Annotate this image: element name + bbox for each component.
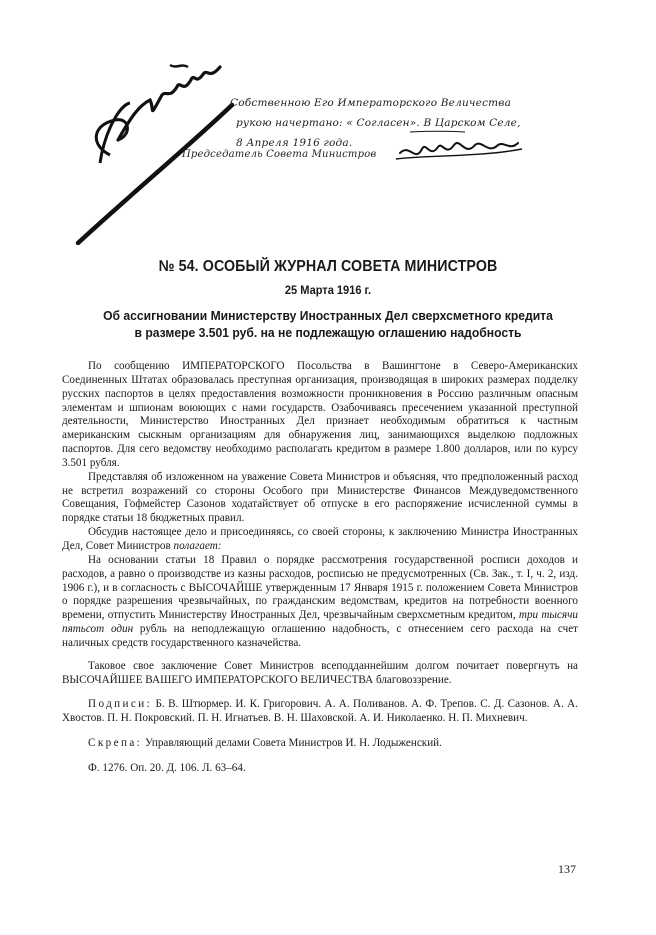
- page-number: 137: [558, 862, 576, 876]
- paragraph-2: Представляя об изложенном на уважение Совета Министров и объясняя, что предположенный расход не встретил возражений со стороны Особого при Министерстве Финансов Междуведомственного Совещания, Гофмейстер Сазонов ходатайствует об отпуске в его распоряжение исчисленной суммы в порядке статьи 18 бюджетных правил.: [62, 470, 578, 525]
- paragraph-3-emphasis: полагает:: [173, 539, 222, 552]
- document-title: № 54. ОСОБЫЙ ЖУРНАЛ СОВЕТА МИНИСТРОВ: [158, 258, 498, 275]
- resolution-line-2: рукою начертано: « Согласен». В Царском Селе,: [236, 117, 521, 129]
- document-body: [62, 360, 578, 776]
- archive-reference: Ф. 1276. Оп. 20. Д. 106. Л. 63–64.: [88, 761, 246, 774]
- resolution-line-3: 8 Апреля 1916 года.: [236, 137, 353, 149]
- paragraph-4-emphasis: три тысячи пятьсот один: [62, 609, 578, 636]
- paragraph-3: [62, 526, 578, 554]
- attestation: [62, 737, 578, 751]
- subtitle-line-1: Об ассигновании Министерству Иностранных Дел сверхсметного кредита: [103, 308, 553, 323]
- signatures-names: Б. В. Штюрмер. И. К. Григорович. А. А. Поливанов. А. Ф. Трепов. С. Д. Сазонов. А. А. Хвостов. П. Н. Покровский. П. Н. Игнатьев. В. Н. Шаховской. А. И. Николаенко. Н. П. Михневич.: [62, 698, 578, 725]
- document-date: 25 Марта 1916 г.: [284, 283, 372, 297]
- signatures-label: Подписи:: [88, 698, 153, 711]
- resolution-line-4: Председатель Совета Министров: [182, 149, 377, 160]
- paragraph-4: [62, 554, 578, 651]
- paragraph-5: Таковое свое заключение Совет Министров всеподданнейшим долгом почитает повергнуть на ВЫСОЧАЙШЕЕ ВАШЕГО ИМПЕРАТОРСКОГО ВЕЛИЧЕСТВА благовоззрение.: [62, 659, 578, 686]
- paragraph-4-text-b: рубль на неподлежащую оглашению надобность, с отнесением сего расхода на счет наличных средств государственного казначейства.: [62, 623, 579, 649]
- resolution-line-1: Собственною Его Императорского Величества: [230, 97, 512, 109]
- signatures: [62, 698, 578, 726]
- paragraph-1: По сообщению ИМПЕРАТОРСКОГО Посольства в Вашингтоне в Северо-Американских Соединенных Штатах образовалась преступная организация, производящая в широких размерах подделку русских паспортов в целях предоставления возможности проникновения в Россию различным опасным элементам и шпионам воюющих с нами государств. Озабочиваясь пресечением указанной преступной деятельности, Министерство Иностранных Дел признает необходимым обратиться к частным американским сыскным организациям для обнаружения лиц, занимающихся выделкою подложных паспортов. Для сего ведомству необходимо располагать кредитом в размере 1.800 долларов, или по курсу 3.501 рубля.: [62, 360, 578, 469]
- subtitle-line-2: в размере 3.501 руб. на не подлежащую оглашению надобность: [134, 325, 522, 340]
- paragraph-4-text-a: На основании статьи 18 Правил о порядке рассмотрения государственной росписи доходов и расходов, а равно о производстве из казны расходов, росписью не предусмотренных (Св. Зак., т. I, ч. 2, изд. 1906 г.), и в согласность с ВЫСОЧАЙШЕ утвержденным 17 Января 1915 г. положением Совета Министров о порядке разрешения чрезвычайных, по гражданским ведомствам, кредитов на потребности военного времени, отпустить Министерству Иностранных Дел, чрезвычайным сверхсметным кредитом,: [62, 553, 578, 622]
- document-subtitle: [81, 307, 574, 341]
- paragraph-3-text: Обсудив настоящее дело и присоединяясь, со своей стороны, к заключению Министра Иностранных Дел, Совет Министров: [62, 526, 578, 552]
- handwritten-resolution: [70, 45, 590, 245]
- attestation-text: Управляющий делами Совета Министров И. Н. Лодыженский.: [142, 737, 442, 750]
- attestation-label: Скрепа:: [88, 737, 143, 750]
